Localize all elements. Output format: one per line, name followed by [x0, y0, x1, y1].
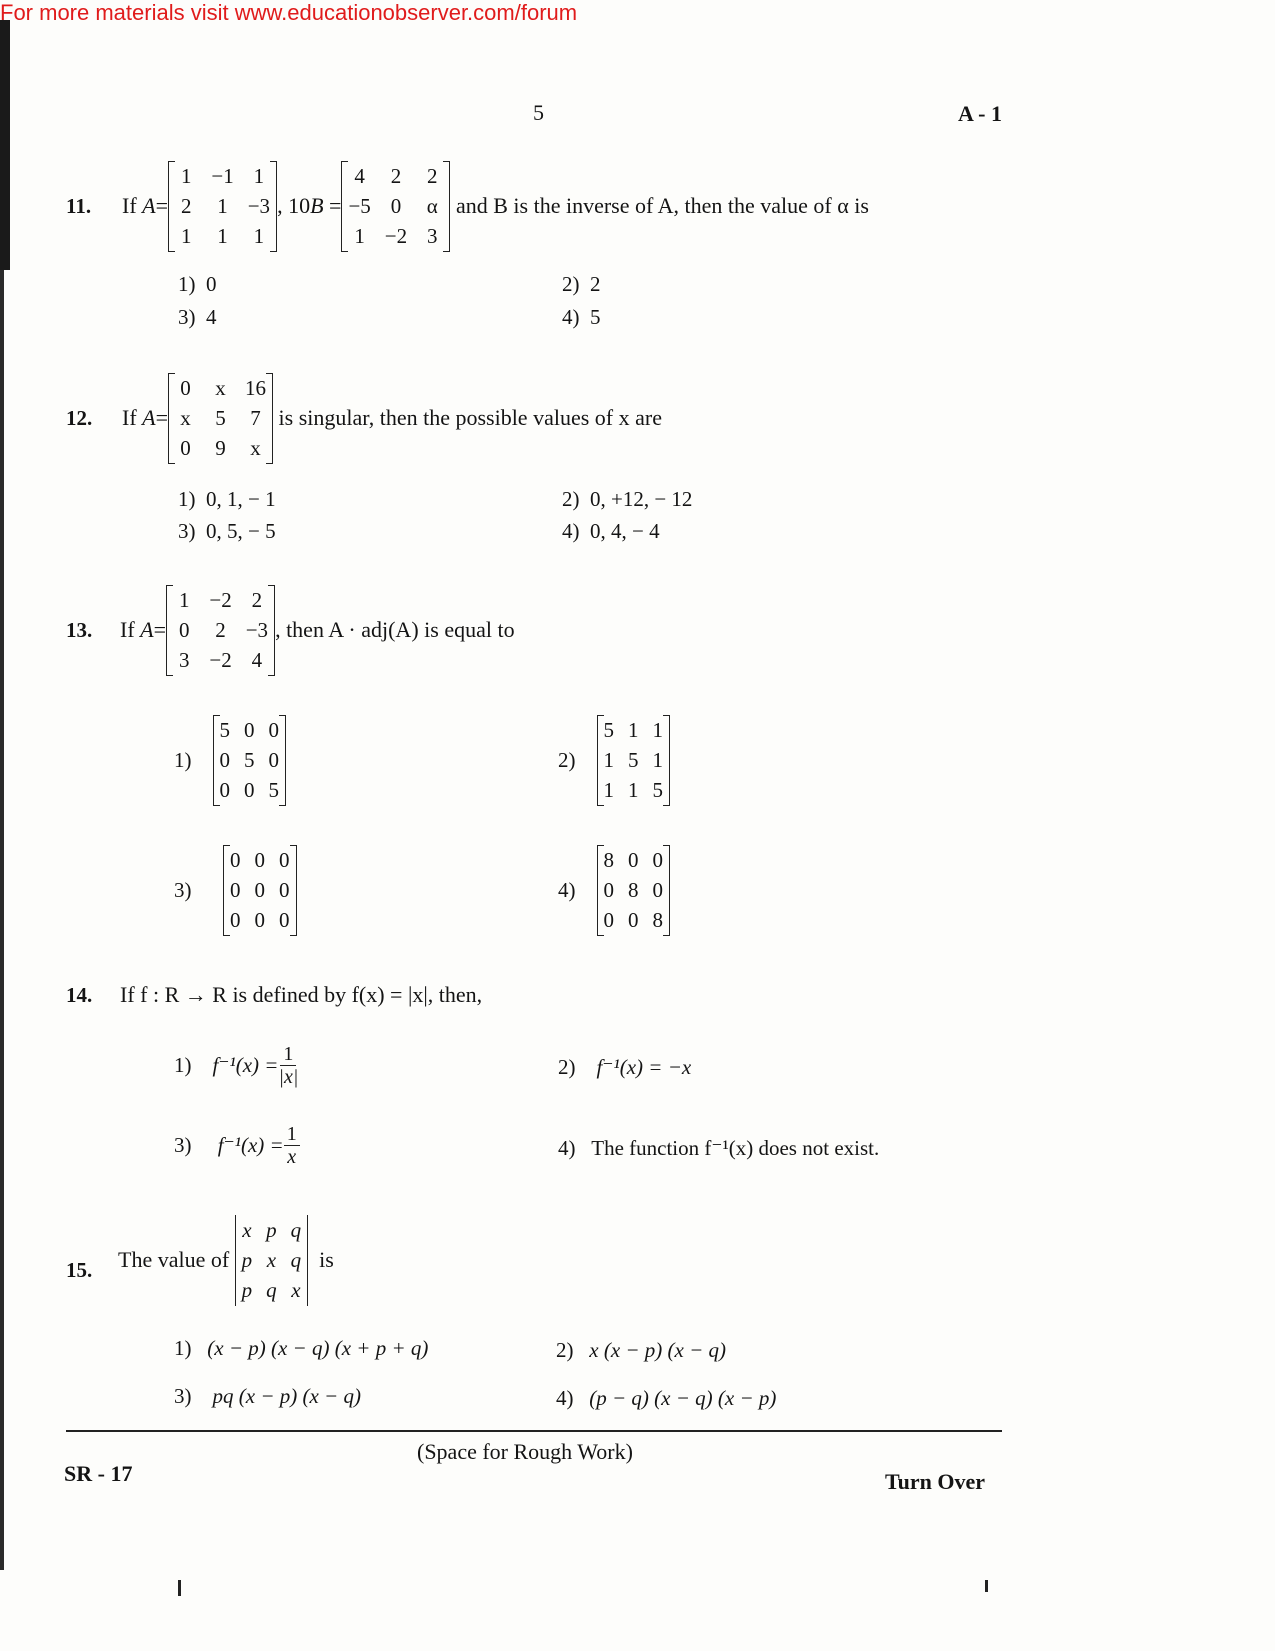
- matrix-cell: α: [426, 193, 438, 218]
- fraction-numerator: 1: [284, 1123, 300, 1146]
- option-4[interactable]: [556, 1386, 776, 1411]
- matrix-cell: 5: [215, 405, 226, 430]
- option-number: 3): [174, 877, 192, 902]
- matrix-cell: 0: [178, 617, 190, 642]
- fraction: [278, 1043, 298, 1088]
- matrix-grid: [166, 585, 275, 676]
- matrix-cell: 0: [230, 877, 241, 902]
- option-number: 3): [174, 1384, 192, 1408]
- matrix-cell: 0: [230, 847, 241, 872]
- matrix-cell: 8: [652, 907, 663, 932]
- matrix-cell: 0: [628, 907, 639, 932]
- matrix-cell: q: [290, 1217, 302, 1242]
- matrix-cell: 5: [603, 717, 614, 742]
- scan-edge-line: [0, 270, 4, 1570]
- matrix-cell: 1: [628, 717, 639, 742]
- option-number: 2): [558, 747, 576, 772]
- option-number: 3): [174, 1132, 192, 1157]
- matrix-cell: 0: [219, 747, 230, 772]
- matrix-grid: [341, 161, 450, 252]
- matrix-cell: −5: [348, 193, 371, 218]
- option-text: 0: [206, 272, 217, 296]
- option-number: 4): [562, 519, 580, 543]
- matrix-cell: 5: [244, 747, 255, 772]
- option-matrix: [213, 715, 287, 806]
- determinant: [235, 1215, 309, 1306]
- matrix-cell: 7: [250, 405, 261, 430]
- option-number: 3): [178, 519, 196, 543]
- option-matrix: [223, 845, 297, 936]
- matrix-cell: 16: [245, 375, 267, 400]
- option-text: f⁻¹(x) = −x: [596, 1055, 692, 1079]
- option-number: 2): [558, 1055, 576, 1079]
- matrix-cell: x: [215, 375, 226, 400]
- option-matrix: [597, 845, 671, 936]
- matrix-cell: 2: [215, 617, 226, 642]
- option-number: 2): [562, 272, 580, 296]
- matrix-a: [166, 585, 275, 676]
- matrix-cell: 0: [279, 877, 290, 902]
- option-number: 2): [556, 1338, 574, 1362]
- matrix-grid: [597, 715, 671, 806]
- matrix-cell: 4: [251, 647, 263, 672]
- matrix-cell: p: [241, 1277, 253, 1302]
- matrix-cell: 9: [215, 435, 226, 460]
- stem-text: If: [120, 617, 135, 642]
- matrix-cell: 1: [180, 223, 192, 248]
- sr-code: SR - 17: [64, 1461, 133, 1486]
- fraction: [284, 1123, 300, 1168]
- matrix-cell: 0: [652, 877, 663, 902]
- matrix-grid: [223, 845, 297, 936]
- option-4[interactable]: [562, 519, 660, 544]
- option-text: 0, 4, − 4: [590, 519, 660, 543]
- matrix-a: [168, 161, 277, 252]
- option-3[interactable]: [178, 305, 217, 330]
- question-stem: [120, 582, 515, 678]
- option-3[interactable]: [174, 842, 297, 938]
- option-number: 1): [174, 1052, 192, 1077]
- option-1[interactable]: [174, 1336, 428, 1361]
- matrix-cell: −2: [209, 587, 232, 612]
- option-lhs: f⁻¹(x) =: [212, 1052, 279, 1077]
- matrix-grid: [597, 845, 671, 936]
- option-number: 3): [178, 305, 196, 329]
- matrix-cell: 1: [217, 193, 228, 218]
- matrix-cell: 0: [390, 193, 402, 218]
- matrix-cell: 1: [217, 223, 228, 248]
- matrix-cell: 2: [251, 587, 263, 612]
- matrix-cell: 1: [603, 747, 614, 772]
- option-text: 4: [206, 305, 217, 329]
- matrix-cell: 0: [230, 907, 241, 932]
- option-4[interactable]: [558, 842, 670, 938]
- option-1[interactable]: [174, 1035, 298, 1095]
- question-number: 15.: [66, 1258, 93, 1282]
- matrix-cell: 0: [279, 907, 290, 932]
- matrix-cell: −3: [247, 193, 271, 218]
- matrix-cell: 1: [628, 777, 639, 802]
- matrix-cell: x: [242, 1217, 252, 1242]
- option-text: 0, 5, − 5: [206, 519, 276, 543]
- option-3[interactable]: [178, 519, 276, 544]
- equals: =: [155, 405, 169, 430]
- matrix-cell: x: [180, 405, 191, 430]
- equals: =: [329, 193, 342, 218]
- matrix-cell: 0: [268, 717, 279, 742]
- matrix-cell: 0: [219, 777, 230, 802]
- rough-work-label: (Space for Rough Work): [417, 1439, 633, 1464]
- scan-edge-shadow: [0, 20, 10, 270]
- question-stem: [122, 370, 662, 466]
- question-number: 12.: [66, 406, 93, 430]
- variable-b: B: [310, 193, 324, 218]
- option-number: 4): [562, 305, 580, 329]
- matrix-b: [341, 161, 450, 252]
- option-number: 1): [178, 487, 196, 511]
- question-number: 13.: [66, 618, 93, 642]
- matrix-cell: 0: [180, 375, 191, 400]
- matrix-cell: 1: [253, 163, 265, 188]
- matrix-grid: [168, 373, 273, 464]
- fraction-denominator: |x|: [278, 1065, 299, 1088]
- option-text: 0, 1, − 1: [206, 487, 276, 511]
- matrix-cell: 0: [254, 877, 265, 902]
- option-number: 1): [178, 272, 196, 296]
- option-text: (x − p) (x − q) (x + p + q): [207, 1336, 429, 1360]
- matrix-cell: −3: [245, 617, 269, 642]
- question-stem: [118, 1212, 334, 1308]
- matrix-cell: 0: [268, 747, 279, 772]
- footer-rule: [66, 1430, 1002, 1432]
- matrix-cell: 5: [652, 777, 663, 802]
- option-1[interactable]: [174, 712, 286, 808]
- option-text: 0, +12, − 12: [590, 487, 693, 511]
- option-text: The function f⁻¹(x) does not exist.: [591, 1136, 880, 1160]
- option-text: pq (x − p) (x − q): [212, 1384, 361, 1408]
- variable-a: A: [142, 193, 156, 218]
- question-number: 11.: [66, 194, 92, 218]
- matrix-cell: 0: [279, 847, 290, 872]
- matrix-cell: 1: [652, 717, 663, 742]
- option-text: x (x − p) (x − q): [589, 1338, 727, 1362]
- matrix-cell: 0: [244, 717, 255, 742]
- matrix-cell: 1: [354, 223, 365, 248]
- scan-speck: [985, 1580, 988, 1592]
- stem-text: and B is the inverse of A, then the value of α is: [455, 193, 869, 218]
- matrix-cell: 1: [603, 777, 614, 802]
- option-number: 4): [558, 877, 576, 902]
- matrix-cell: 0: [603, 877, 614, 902]
- determinant-grid: [235, 1215, 309, 1306]
- matrix-cell: q: [266, 1277, 277, 1302]
- option-text: (p − q) (x − q) (x − p): [589, 1386, 777, 1410]
- matrix-cell: q: [290, 1247, 302, 1272]
- matrix-cell: 0: [254, 847, 265, 872]
- matrix-cell: 1: [652, 747, 663, 772]
- matrix-cell: 8: [603, 847, 614, 872]
- option-text: 5: [590, 305, 601, 329]
- option-2[interactable]: [558, 712, 670, 808]
- option-3[interactable]: [174, 1115, 300, 1175]
- matrix-cell: −2: [209, 647, 232, 672]
- equals: =: [153, 617, 167, 642]
- stem-text: If: [122, 193, 137, 218]
- option-matrix: [597, 715, 671, 806]
- option-2[interactable]: [562, 487, 692, 512]
- option-number: 2): [562, 487, 580, 511]
- option-2[interactable]: [562, 272, 601, 297]
- question-stem: [122, 158, 869, 254]
- variable-a: A: [140, 617, 154, 642]
- option-3[interactable]: [174, 1384, 361, 1409]
- matrix-cell: −2: [384, 223, 408, 248]
- stem-text: , then A · adj(A) is equal to: [275, 617, 515, 642]
- option-number: 4): [556, 1386, 574, 1410]
- matrix-grid: [213, 715, 287, 806]
- question-stem: If f : R → R is defined by f(x) = |x|, then,: [120, 982, 483, 1007]
- matrix-cell: 3: [178, 647, 190, 672]
- matrix-cell: 0: [180, 435, 191, 460]
- variable-a: A: [142, 405, 156, 430]
- matrix-a: [168, 373, 273, 464]
- matrix-cell: 0: [254, 907, 265, 932]
- paper-code: A - 1: [958, 101, 1002, 126]
- option-4[interactable]: [562, 305, 601, 330]
- matrix-cell: 5: [268, 777, 279, 802]
- option-1[interactable]: [178, 487, 276, 512]
- option-lhs: f⁻¹(x) =: [217, 1132, 284, 1157]
- stem-text: is: [319, 1247, 334, 1272]
- matrix-cell: 5: [628, 747, 639, 772]
- option-number: 4): [558, 1136, 576, 1160]
- matrix-cell: 2: [180, 193, 192, 218]
- matrix-cell: 2: [390, 163, 402, 188]
- fraction-numerator: 1: [280, 1043, 296, 1066]
- matrix-cell: x: [291, 1277, 301, 1302]
- option-2[interactable]: [558, 1055, 691, 1080]
- matrix-cell: 8: [628, 877, 639, 902]
- option-2[interactable]: [556, 1338, 726, 1363]
- matrix-cell: 0: [652, 847, 663, 872]
- page-number: 5: [533, 100, 544, 125]
- stem-text: The value of: [118, 1247, 230, 1272]
- stem-text: If: [122, 405, 137, 430]
- scan-speck: [178, 1580, 181, 1596]
- option-text: 2: [590, 272, 601, 296]
- option-1[interactable]: [178, 272, 217, 297]
- matrix-cell: 0: [628, 847, 639, 872]
- source-banner[interactable]: For more materials visit www.educationobserver.com/forum: [0, 0, 578, 25]
- matrix-cell: 1: [178, 587, 190, 612]
- matrix-cell: p: [266, 1217, 277, 1242]
- matrix-cell: 4: [354, 163, 365, 188]
- matrix-grid: [168, 161, 277, 252]
- matrix-cell: 5: [219, 717, 230, 742]
- matrix-cell: −1: [211, 163, 234, 188]
- matrix-cell: x: [266, 1247, 277, 1272]
- matrix-cell: p: [241, 1247, 253, 1272]
- matrix-cell: 1: [253, 223, 265, 248]
- equals: =: [155, 193, 169, 218]
- stem-text: , 10: [277, 193, 311, 218]
- matrix-cell: 0: [244, 777, 255, 802]
- fraction-denominator: x: [287, 1145, 297, 1168]
- option-number: 1): [174, 747, 192, 772]
- matrix-cell: 0: [603, 907, 614, 932]
- matrix-cell: 1: [180, 163, 192, 188]
- option-number: 1): [174, 1336, 192, 1360]
- matrix-cell: 3: [427, 223, 438, 248]
- matrix-cell: x: [250, 435, 261, 460]
- stem-text: is singular, then the possible values of x are: [278, 405, 662, 430]
- question-number: 14.: [66, 983, 93, 1007]
- matrix-cell: 2: [427, 163, 438, 188]
- turn-over-label: Turn Over: [885, 1469, 986, 1494]
- option-4[interactable]: [558, 1136, 879, 1161]
